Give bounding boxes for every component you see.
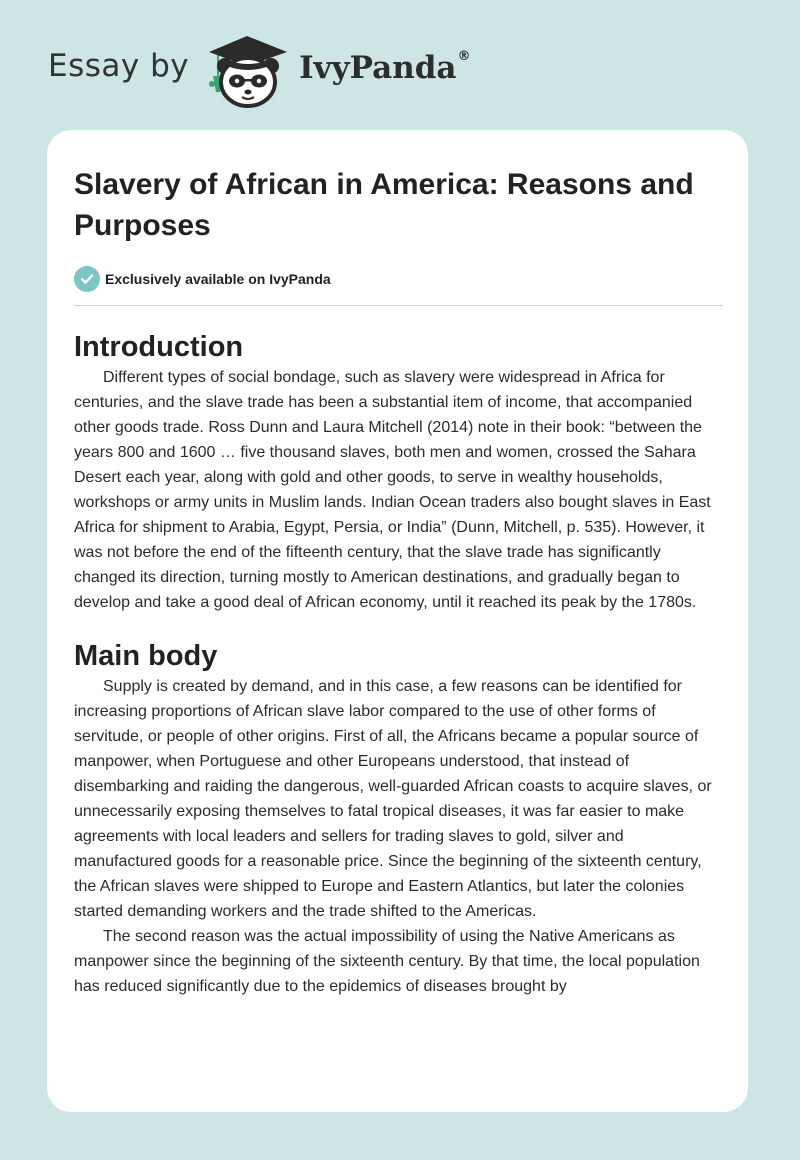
essay-card	[47, 130, 748, 1112]
paragraph-main-body-2: The second reason was the actual impossibility of using the Native Americans as manpower since the beginning of the sixteenth century. By that time, the local population has reduced significantly due to the epidemics of diseases brought by	[74, 928, 700, 995]
brand-name	[299, 49, 470, 86]
essay-content	[74, 164, 723, 999]
paragraph-introduction-1: Different types of social bondage, such as slavery were widespread in Africa for centuries, and the slave trade has been a substantial item of income, that accompanied other goods trade. Ross Dunn and Laura Mitchell (2014) note in their book: “between the years 800 and 1600 … five thousand slaves, both men and women, crossed the Sahara Desert each year, along with gold and other goods, to serve in wealthy households, workshops or army units in Muslim lands. Indian Ocean traders also bought slaves in East Africa for shipment to Arabia, Egypt, Persia, or India” (Dunn, Mitchell, p. 535). However, it was not before the end of the fifteenth century, that the slave trade has significantly changed its direction, turning mostly to American destinations, and gradually began to develop and take a good deal of African economy, until it reached its peak by the 1780s.	[74, 369, 711, 611]
checkmark-icon	[80, 272, 94, 286]
brand-name-text: IvyPanda	[299, 49, 457, 86]
site-brand[interactable]	[48, 30, 508, 110]
exclusive-badge	[74, 266, 723, 292]
title-divider	[74, 305, 723, 306]
check-circle-icon	[74, 266, 100, 292]
paragraph-main-body-1: Supply is created by demand, and in this case, a few reasons can be identified for increasing proportions of African slave labor compared to the use of other forms of servitude, or people of other origins. First of all, the Africans became a popular source of manpower, when Portuguese and other Europeans understood, that instead of disembarking and raiding the dangerous, well-guarded African coasts to acquire slaves, or unnecessarily exposing themselves to fatal tropical diseases, it was far easier to make agreements with local leaders and sellers for trading slaves to gold, silver and manufactured goods for a reasonable price. Since the beginning of the sixteenth century, the African slaves were shipped to Europe and Eastern Atlantics, but later the colonies started demanding workers and the trade shifted to the Americas.	[74, 678, 712, 920]
section-heading-main-body: Main body	[74, 640, 218, 672]
section-heading-introduction: Introduction	[74, 331, 244, 363]
panda-graduate-icon	[201, 30, 293, 110]
registered-mark: ®	[457, 48, 471, 64]
exclusive-badge-label: Exclusively available on IvyPanda	[105, 271, 331, 287]
brand-prefix: Essay by	[48, 48, 190, 84]
page-title: Slavery of African in America: Reasons and Purposes	[74, 168, 694, 242]
